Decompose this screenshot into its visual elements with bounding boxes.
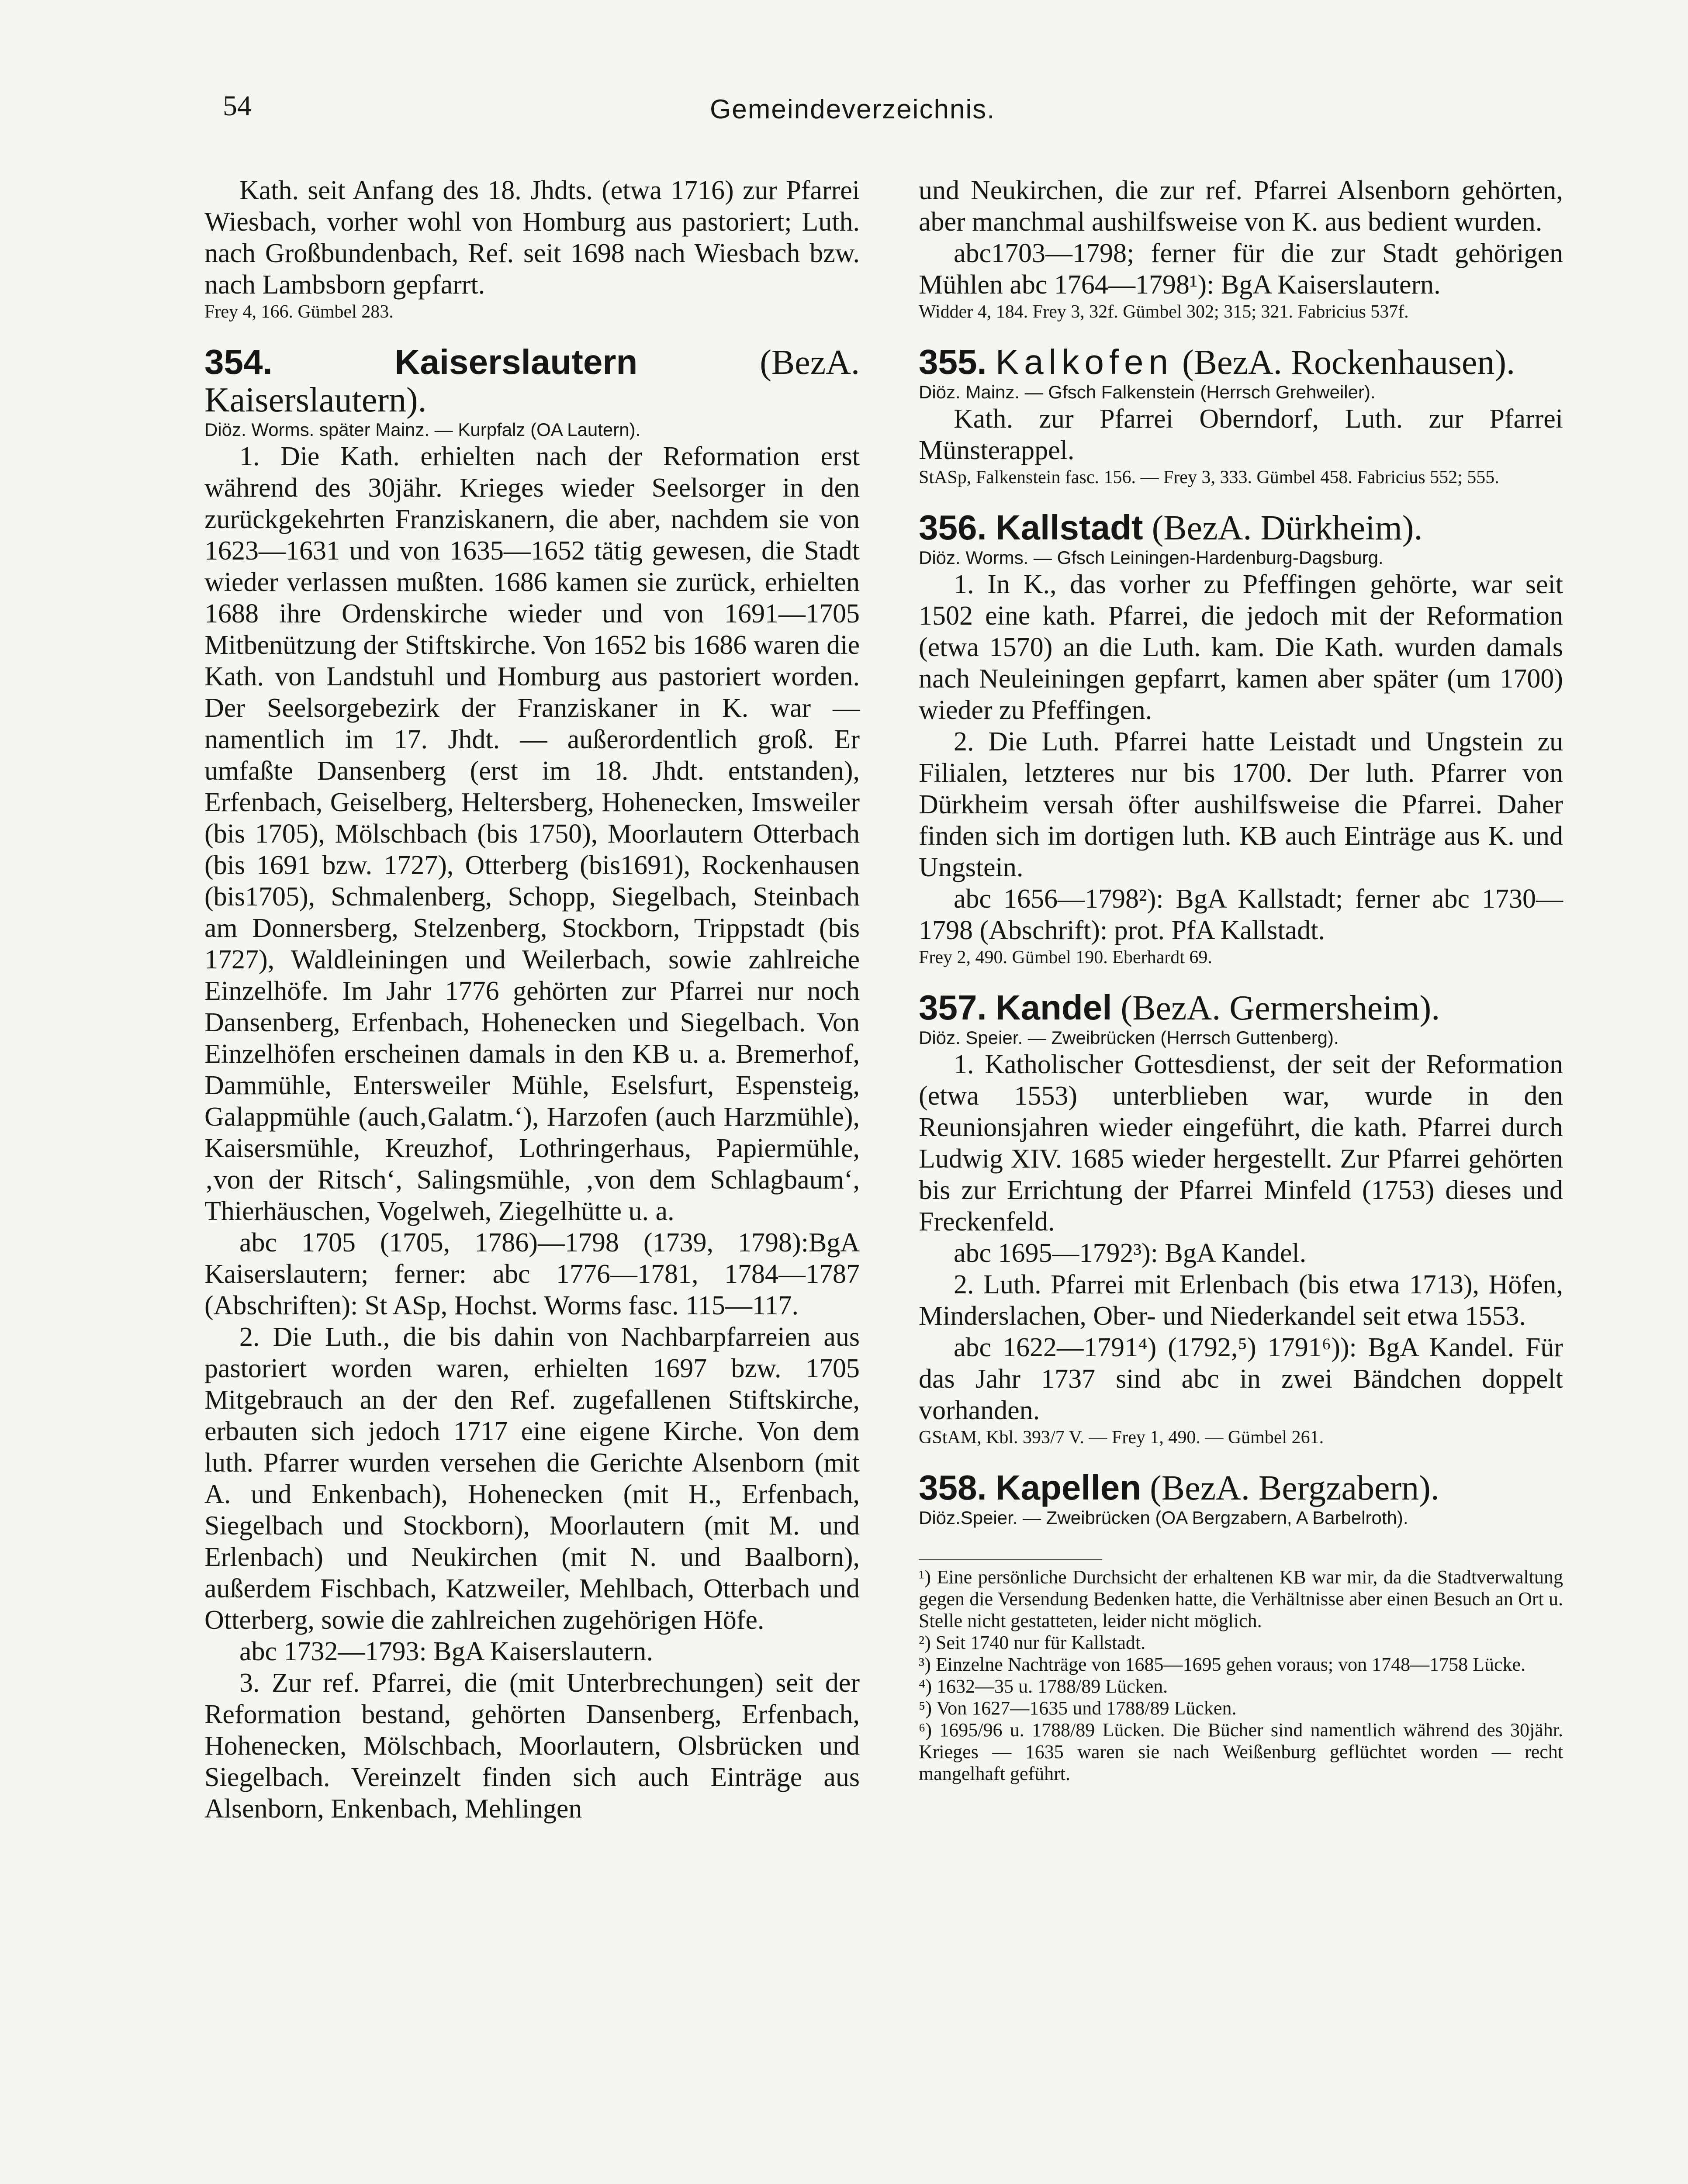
entry-source: StASp, Falkenstein fasc. 156. — Frey 3, 333. Gümbel 458. Fabricius 552; 555. <box>919 467 1499 487</box>
footnote: ⁵) Von 1627—1635 und 1788/89 Lücken. <box>919 1697 1237 1719</box>
entry-356 <box>919 509 1563 969</box>
entry-paragraph: 3. Zur ref. Pfarrei, die (mit Unterbrechungen) seit der Reformation bestand, gehörten Dansenberg, Erfenbach, Hohenecken, Mölschbach, Moorlautern, Olsbrücken und Siegelbach. Vereinzelt finden sich auch Einträge aus Alsenborn, Enkenbach, Mehlingen <box>204 1668 860 1824</box>
entry-356-heading <box>919 509 1563 547</box>
entry-paragraph: 1. In K., das vorher zu Pfeffingen gehörte, war seit 1502 eine kath. Pfarrei, die jedoch mit der Reformation (etwa 1570) an die Luth. kam. Die Kath. wurden damals nach Neuleiningen gepfarrt, kamen aber später (um 1700) wieder zu Pfeffingen. <box>919 570 1563 725</box>
continuation-paragraph: und Neukirchen, die zur ref. Pfarrei Alsenborn gehörten, aber manchmal aushilfsweise von K. aus bedient wurden. <box>919 176 1563 237</box>
entry-name: Kandel <box>995 988 1112 1027</box>
entry-355-heading <box>919 343 1563 381</box>
entry-district: (BezA. Kaiserslautern). <box>204 343 860 419</box>
entry-paragraph: 2. Die Luth., die bis dahin von Nachbarpfarreien aus pastoriert worden waren, erhielten 1697 bzw. 1705 Mitgebrauch an der den Ref. zugefallenen Stiftskirche, erbauten sich jedoch 1717 eine eigene Kirche. Von dem luth. Pfarrer wurden versehen die Gerichte Alsenborn (mit A. und Enkenbach), Hohenecken (mit H., Erfenbach, Siegelbach und Stockborn), Moorlautern (mit M. und Erlenbach) und Neukirchen (mit N. und Baalborn), außerdem Fischbach, Katzweiler, Mehlbach, Otterbach und Otterberg, sowie die zahlreichen zugehörigen Höfe. <box>204 1322 860 1635</box>
footnote-rule <box>919 1559 1102 1566</box>
page-number: 54 <box>223 90 252 122</box>
entry-district: (BezA. Bergzabern). <box>1150 1469 1439 1507</box>
entry-number: 358. <box>919 1468 987 1507</box>
entry-paragraph: abc 1695—1792³): BgA Kandel. <box>954 1238 1307 1268</box>
intro-paragraph: Kath. seit Anfang des 18. Jhdts. (etwa 1716) zur Pfarrei Wiesbach, vorher wohl von Homburg aus pastoriert; Luth. nach Großbundenbach, Ref. seit 1698 nach Wiesbach bzw. nach Lambsborn gepfarrt. <box>204 176 860 300</box>
entry-paragraph: 1. Katholischer Gottesdienst, der seit der Reformation (etwa 1553) unterblieben war, wurde in den Reunionsjahren wieder eingeführt, die kath. Pfarrei durch Ludwig XIV. 1685 wieder hergestellt. Zur Pfarrei gehörten bis zur Errichtung der Pfarrei Minfeld (1753) dieses und Freckenfeld. <box>919 1050 1563 1237</box>
entry-source: Frey 2, 490. Gümbel 190. Eberhardt 69. <box>919 947 1212 968</box>
entry-number: 354. <box>204 342 273 381</box>
entry-354-heading <box>204 343 860 419</box>
entry-paragraph: abc 1732—1793: BgA Kaiserslautern. <box>239 1637 654 1666</box>
footnote: ⁶) 1695/96 u. 1788/89 Lücken. Die Bücher sind namentlich während des 30jähr. Krieges — 1635 waren sie nach Weißenburg geflüchtet worden — recht mangelhaft geführt. <box>919 1719 1563 1784</box>
entry-name: Kapellen <box>995 1468 1141 1507</box>
entry-name: Kaiserslautern <box>394 342 638 381</box>
entry-358-heading <box>919 1469 1563 1507</box>
footnote: ³) Einzelne Nachträge von 1685—1695 gehen voraus; von 1748—1758 Lücke. <box>919 1654 1526 1675</box>
footnote: ²) Seit 1740 nur für Kallstadt. <box>919 1632 1146 1653</box>
entry-354 <box>204 343 860 1825</box>
entry-district: (BezA. Dürkheim). <box>1152 509 1423 547</box>
footnotes <box>919 1566 1563 1785</box>
entry-358 <box>919 1469 1563 1529</box>
entry-source: GStAM, Kbl. 393/7 V. — Frey 1, 490. — Gümbel 261. <box>919 1427 1324 1448</box>
entry-dioz: Diöz.Speier. — Zweibrücken (OA Bergzabern, A Barbelroth). <box>919 1507 1408 1528</box>
entry-paragraph: abc 1656—1798²): BgA Kallstadt; ferner abc 1730—1798 (Abschrift): prot. PfA Kallstadt. <box>919 884 1563 945</box>
entry-dioz: Diöz. Worms. später Mainz. — Kurpfalz (OA Lautern). <box>204 419 641 440</box>
entry-district: (BezA. Germersheim). <box>1121 989 1440 1027</box>
entry-paragraph: 2. Die Luth. Pfarrei hatte Leistadt und Ungstein zu Filialen, letzteres nur bis 1700. Der luth. Pfarrer von Dürkheim versah öfter aushilfsweise die Pfarrei. Daher finden sich im dortigen luth. KB auch Einträge aus K. und Ungstein. <box>919 727 1563 882</box>
intro-source: Frey 4, 166. Gümbel 283. <box>204 302 394 322</box>
right-column <box>919 175 1563 1785</box>
entry-number: 355. <box>919 342 987 381</box>
entry-paragraph: abc 1622—1791⁴) (1792,⁵) 1791⁶)): BgA Kandel. Für das Jahr 1737 sind abc in zwei Bändchen doppelt vorhanden. <box>919 1333 1563 1425</box>
footnote: ¹) Eine persönliche Durchsicht der erhaltenen KB war mir, da die Stadtverwaltung gegen die Versendung Bedenken hatte, die Verhältnisse aber einen Besuch an Ort u. Stelle nicht gestatteten, leider nicht möglich. <box>919 1566 1563 1631</box>
entry-357-heading <box>919 989 1563 1027</box>
entry-paragraph: Kath. zur Pfarrei Oberndorf, Luth. zur Pfarrei Münsterappel. <box>919 404 1563 465</box>
entry-paragraph: abc 1705 (1705, 1786)—1798 (1739, 1798):BgA Kaiserslautern; ferner: abc 1776—1781, 1784—1787 (Abschriften): St ASp, Hochst. Worms fasc. 115—117. <box>204 1228 860 1320</box>
running-title: Gemeindeverzeichnis. <box>710 94 996 124</box>
entry-dioz: Diöz. Mainz. — Gfsch Falkenstein (Herrsch Grehweiler). <box>919 382 1376 402</box>
entry-name: Kallstadt <box>995 508 1143 547</box>
entry-number: 356. <box>919 508 987 547</box>
entry-name: Kalkofen <box>995 342 1174 381</box>
left-column <box>204 175 860 1825</box>
entry-355 <box>919 343 1563 489</box>
entry-dioz: Diöz. Speier. — Zweibrücken (Herrsch Guttenberg). <box>919 1027 1339 1048</box>
continuation-source: Widder 4, 184. Frey 3, 32f. Gümbel 302; 315; 321. Fabricius 537f. <box>919 302 1409 322</box>
entry-paragraph: 1. Die Kath. erhielten nach der Reformation erst während des 30jähr. Krieges wieder Seelsorger in den zurückgekehrten Franziskanern, die aber, nachdem sie von 1623—1631 und von 1635—1652 tätig gewesen, die Stadt wieder verlassen mußten. 1686 kamen sie zurück, erhielten 1688 ihre Ordenskirche wieder und von 1691—1705 Mitbenützung der Stiftskirche. Von 1652 bis 1686 waren die Kath. von Landstuhl und Homburg aus pastoriert worden. Der Seelsorgebezirk der Franziskaner in K. war — namentlich im 17. Jhdt. — außerordentlich groß. Er umfaßte Dansenberg (erst im 18. Jhdt. entstanden), Erfenbach, Geiselberg, Heltersberg, Hohenecken, Imsweiler (bis 1705), Mölschbach (bis 1750), Moorlautern Otterbach (bis 1691 bzw. 1727), Otterberg (bis1691), Rockenhausen (bis1705), Schmalenberg, Schopp, Siegelbach, Steinbach am Donnersberg, Stelzenberg, Stockborn, Trippstadt (bis 1727), Waldleiningen und Weilerbach, sowie zahlreiche Einzelhöfe. Im Jahr 1776 gehörten zur Pfarrei nur noch Dansenberg, Erfenbach, Hohenecken und Siegelbach. Von Einzelhöfen erscheinen damals in den KB u. a. Bremerhof, Dammühle, Entersweiler Mühle, Eselsfurt, Espensteig, Galappmühle (auch‚Galatm.‘), Harzofen (auch Harzmühle), Kaisersmühle, Kreuzhof, Lothringerhaus, Papiermühle, ‚von der Ritsch‘, Salingsmühle, ‚von dem Schlagbaum‘, Thierhäuschen, Vogelweh, Ziegelhütte u. a. <box>204 442 860 1226</box>
entry-district: (BezA. Rockenhausen). <box>1182 343 1515 382</box>
entry-number: 357. <box>919 988 987 1027</box>
continuation-paragraph: abc1703—1798; ferner für die zur Stadt gehörigen Mühlen abc 1764—1798¹): BgA Kaiserslautern. <box>919 238 1563 300</box>
footnote: ⁴) 1632—35 u. 1788/89 Lücken. <box>919 1676 1168 1697</box>
entry-357 <box>919 989 1563 1449</box>
entry-dioz: Diöz. Worms. — Gfsch Leiningen-Hardenburg-Dagsburg. <box>919 547 1384 568</box>
entry-paragraph: 2. Luth. Pfarrei mit Erlenbach (bis etwa 1713), Höfen, Minderslachen, Ober- und Niederkandel seit etwa 1553. <box>919 1270 1563 1331</box>
